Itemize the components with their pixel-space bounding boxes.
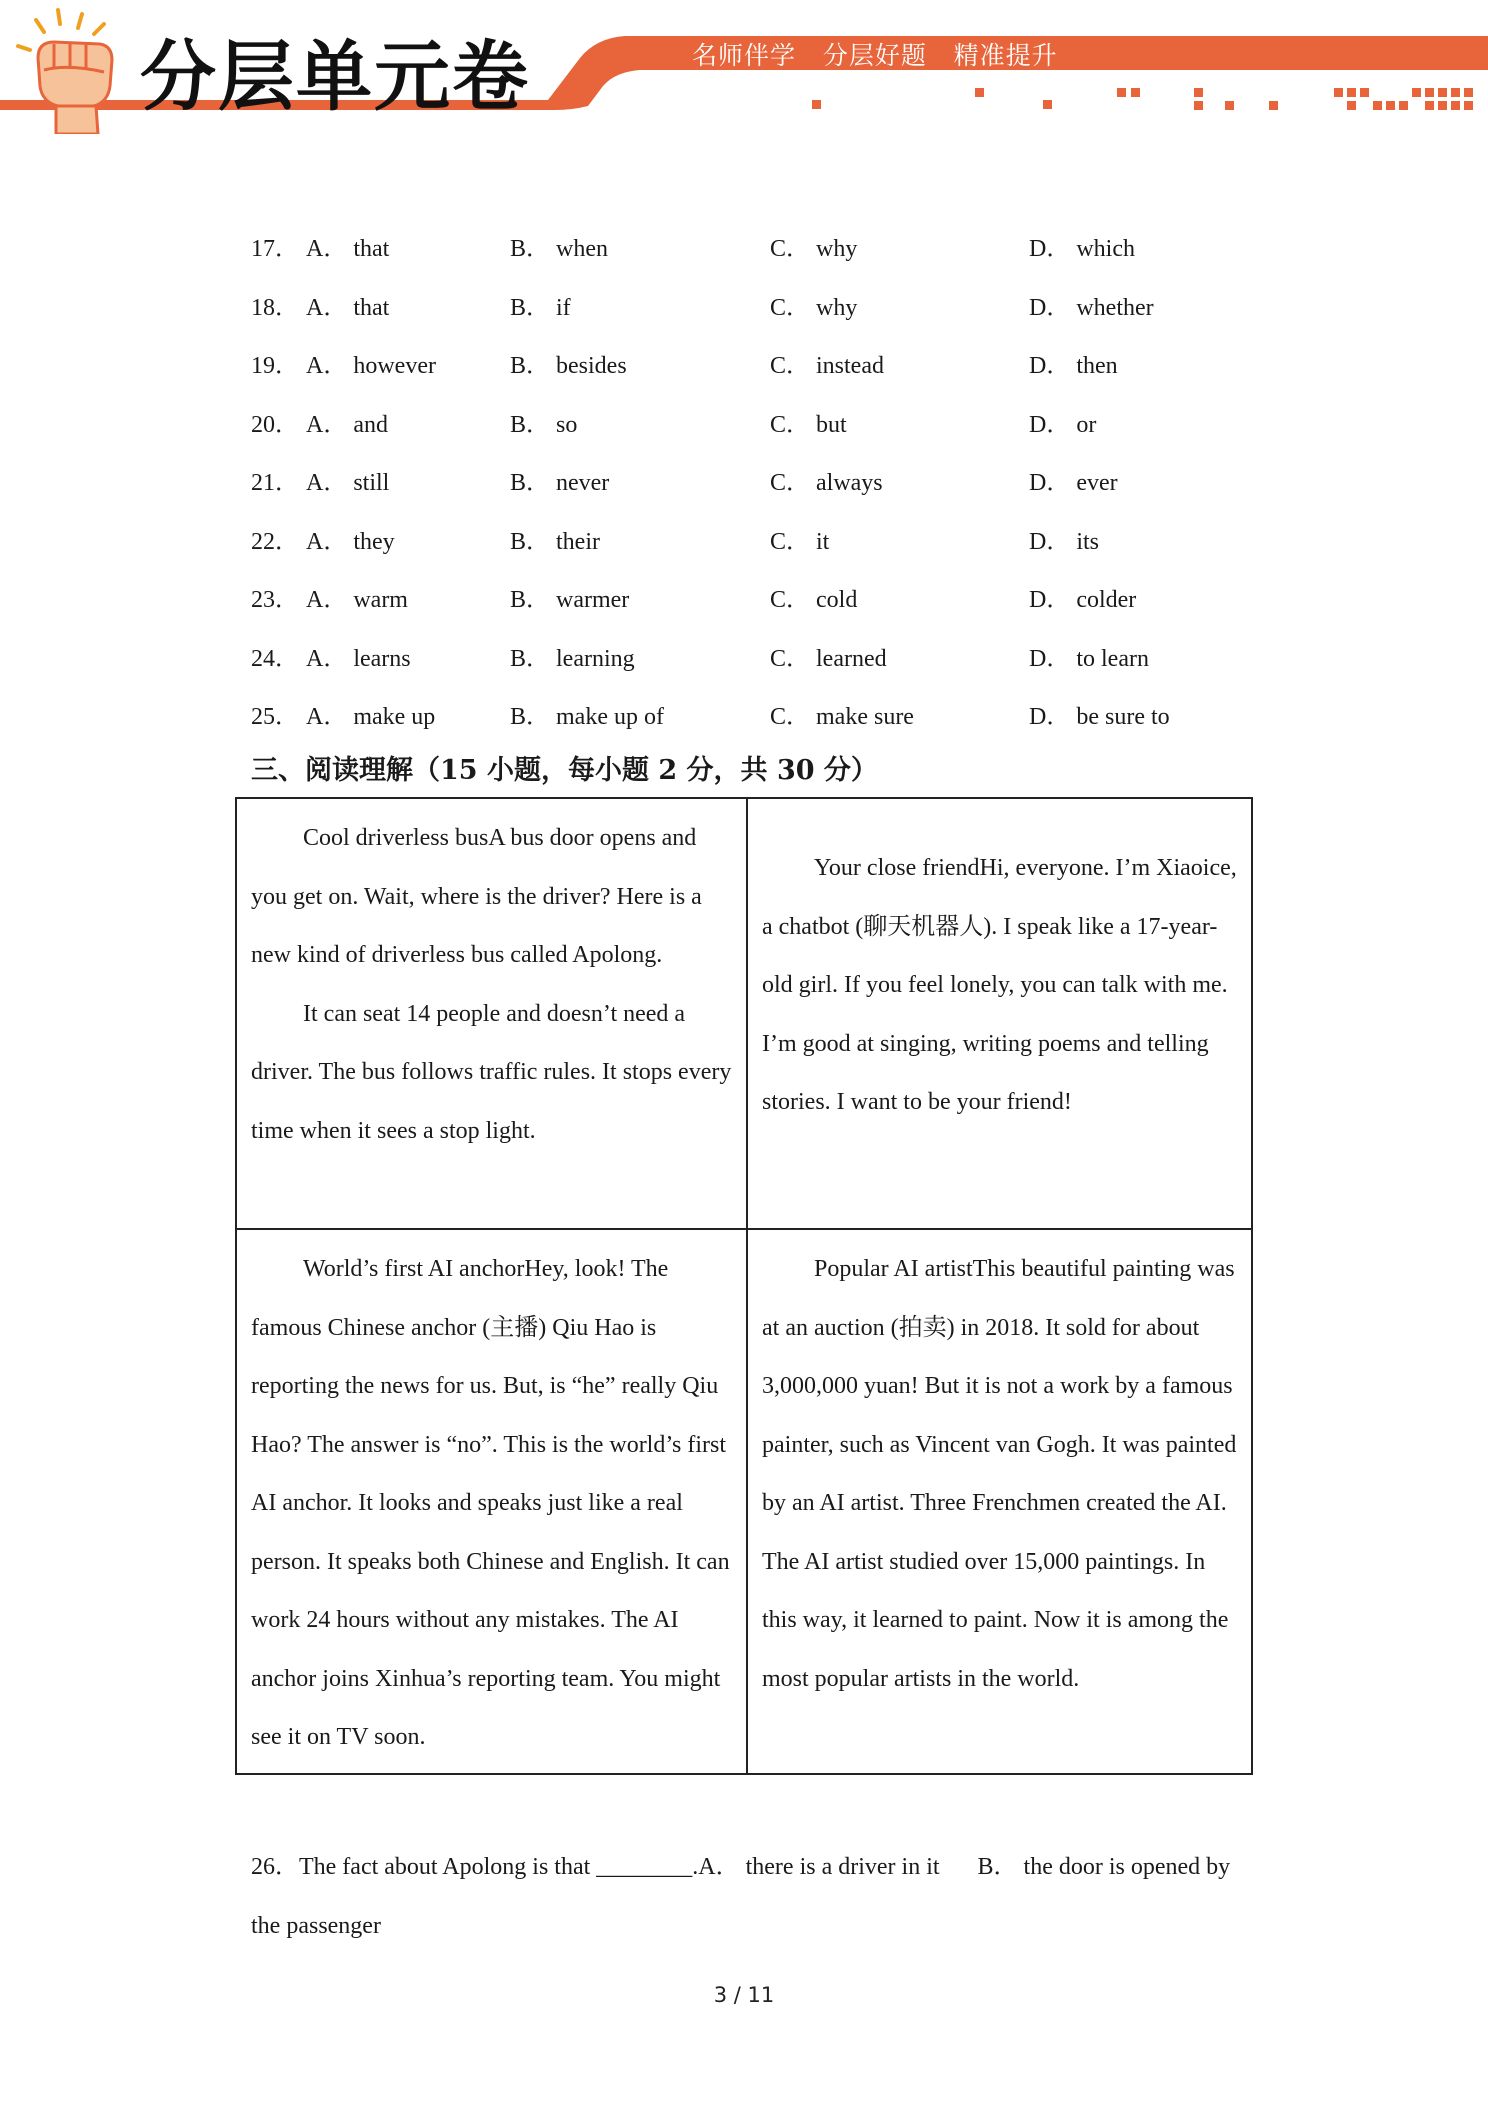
question-number: 25． xyxy=(251,704,299,730)
option-b: B． never xyxy=(510,470,610,496)
cloze-options xyxy=(251,222,1251,749)
option-d: D． which xyxy=(1029,236,1135,262)
option-a: A． that xyxy=(306,294,390,321)
option-d: D． then xyxy=(1029,353,1118,379)
option-b: B． their xyxy=(510,528,600,555)
passage-paragraph: Your close friendHi, everyone. I’m Xiaoice, a chatbot (聊天机器人). I speak like a 17-year-old girl. If you feel lonely, you can talk with me. I’m good at singing, writing poems and telling stories. I want to be your friend! xyxy=(762,855,1237,1115)
passage-chatbot xyxy=(748,839,1253,1132)
option-a: A． they xyxy=(306,528,395,555)
option-b: B． learning xyxy=(510,645,635,672)
option-d: D． colder xyxy=(1029,587,1137,613)
option-row xyxy=(251,281,1251,340)
question-number: 24． xyxy=(251,645,299,672)
passage-paragraph: Popular AI artistThis beautiful painting was at an auction (拍卖) in 2018. It sold for about 3,000,000 yuan! But it is not a work by a famous painter, such as Vincent van Gogh. It was painted by an AI artist. Three Frenchmen created the AI. The AI artist studied over 15,000 paintings. In this way, it learned to paint. Now it is among the most popular artists in the world. xyxy=(762,1256,1237,1692)
option-b: B． make up of xyxy=(510,704,664,730)
option-b: B． the door is opened by the passenger xyxy=(251,1854,1231,1939)
question-number: 23． xyxy=(251,587,299,613)
passage-paragraph: Cool driverless busA bus door opens and you get on. Wait, where is the driver? Here is a new kind of driverless bus called Apolong. xyxy=(251,825,702,968)
option-row xyxy=(251,515,1251,574)
question-26 xyxy=(251,1838,1231,1955)
question-number: 18． xyxy=(251,294,299,321)
option-c: C． always xyxy=(770,470,883,496)
option-a: A． however xyxy=(306,353,436,379)
reading-table xyxy=(235,797,1253,1775)
brand-title: 分层单元卷 xyxy=(140,32,530,121)
option-a: A． and xyxy=(306,411,388,438)
option-a: A． learns xyxy=(306,645,411,672)
option-a: A． there is a driver in it xyxy=(698,1854,940,1880)
passage-ai-anchor xyxy=(237,1240,746,1767)
option-c: C． cold xyxy=(770,587,858,613)
option-b: B． besides xyxy=(510,353,627,379)
header-slogan: 名师伴学 分层好题 精准提升 xyxy=(692,41,1058,70)
option-row xyxy=(251,222,1251,281)
question-number: 22． xyxy=(251,528,299,555)
section-title: 三、阅读理解（15 小题，每小题 2 分，共 30 分） xyxy=(251,755,878,786)
fist-icon xyxy=(8,6,138,134)
option-c: C． it xyxy=(770,528,830,555)
option-c: C． why xyxy=(770,294,858,321)
option-c: C． instead xyxy=(770,353,884,379)
option-b: B． when xyxy=(510,236,608,262)
option-row xyxy=(251,456,1251,515)
passage-paragraph: World’s first AI anchorHey, look! The famous Chinese anchor (主播) Qiu Hao is reporting the news for us. But, is “he” really Qiu Hao? The answer is “no”. This is the world’s first AI anchor. It looks and speaks just like a real person. It speaks both Chinese and English. It can work 24 hours without any mistakes. The AI anchor joins Xinhua’s reporting team. You might see it on TV soon. xyxy=(251,1256,730,1750)
option-b: B． if xyxy=(510,294,571,321)
option-a: A． make up xyxy=(306,704,436,730)
option-c: C． but xyxy=(770,411,847,438)
option-d: D． be sure to xyxy=(1029,704,1170,730)
passage-paragraph: It can seat 14 people and doesn’t need a driver. The bus follows traffic rules. It stops every time when it sees a stop light. xyxy=(251,1000,732,1144)
option-d: D． to learn xyxy=(1029,645,1149,672)
question-number: 17． xyxy=(251,236,299,262)
option-row xyxy=(251,398,1251,457)
page-header xyxy=(0,0,1488,140)
option-b: B． so xyxy=(510,411,578,438)
option-d: D． ever xyxy=(1029,470,1118,496)
passage-driverless-bus xyxy=(237,809,746,1160)
option-d: D． whether xyxy=(1029,294,1154,321)
option-c: C． make sure xyxy=(770,704,914,730)
question-number: 20． xyxy=(251,411,299,438)
question-stem: 26．The fact about Apolong is that ________. xyxy=(251,1854,699,1880)
option-a: A． that xyxy=(306,236,390,262)
option-row xyxy=(251,573,1251,632)
question-number: 21． xyxy=(251,470,299,496)
option-c: C． why xyxy=(770,236,858,262)
page-number: 3 / 11 xyxy=(713,1983,775,2007)
option-row xyxy=(251,339,1251,398)
option-a: A． still xyxy=(306,470,390,496)
option-row xyxy=(251,632,1251,691)
question-number: 19． xyxy=(251,353,299,379)
passage-ai-artist xyxy=(748,1240,1253,1708)
option-a: A． warm xyxy=(306,587,408,613)
table-divider-horizontal xyxy=(237,1228,1251,1230)
option-d: D． or xyxy=(1029,411,1097,438)
option-row xyxy=(251,690,1251,749)
option-b: B． warmer xyxy=(510,587,630,613)
option-d: D． its xyxy=(1029,528,1100,555)
option-c: C． learned xyxy=(770,645,887,672)
